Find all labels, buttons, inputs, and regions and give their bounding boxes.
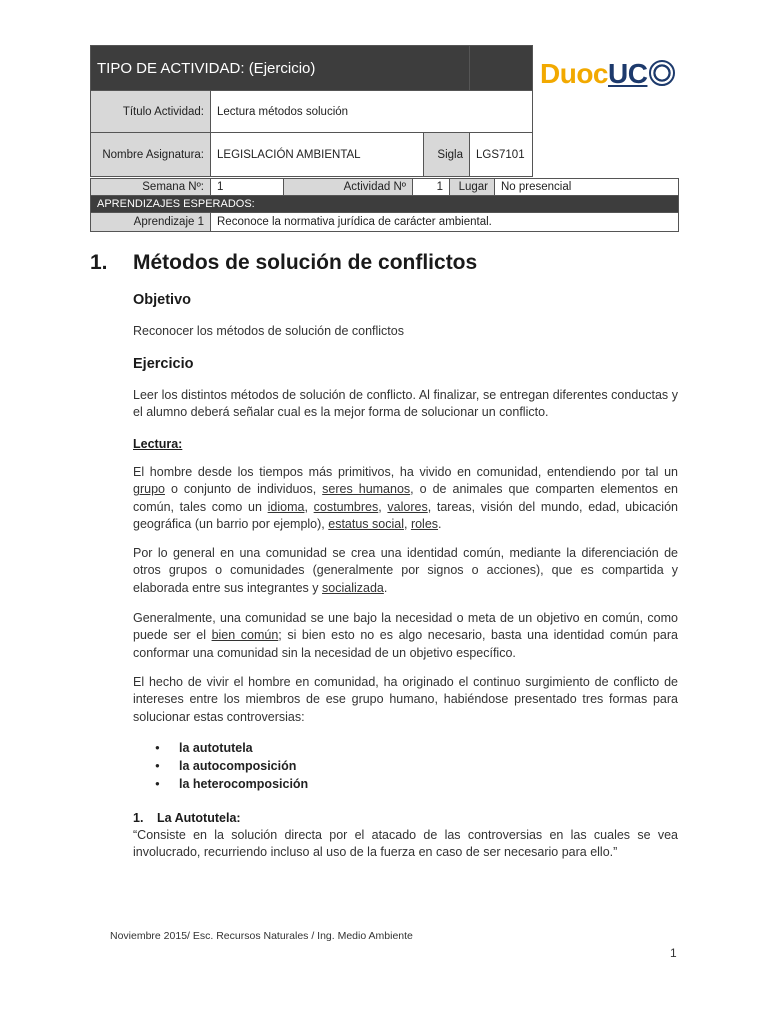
aprendizajes-header-cell: [91, 196, 679, 213]
objetivo-heading: Objetivo: [133, 292, 192, 308]
list-item: ● la autocomposición: [155, 757, 308, 775]
activity-header-table: [90, 45, 546, 177]
link-socializada[interactable]: socializada: [322, 580, 384, 595]
sigla-value-cell: [470, 133, 533, 177]
link-estatus-social[interactable]: estatus social: [328, 517, 404, 532]
link-grupo[interactable]: grupo: [133, 482, 165, 497]
methods-list: [155, 739, 308, 793]
titulo-value-cell: [211, 91, 533, 133]
link-seres-humanos[interactable]: seres humanos: [322, 482, 411, 497]
actividad-label: Actividad Nº: [343, 181, 406, 193]
activity-type-cell: [91, 46, 470, 91]
list-item: ● la autotutela: [155, 739, 308, 757]
titulo-label: Título Actividad:: [122, 105, 204, 118]
lugar-value-cell: [495, 179, 679, 196]
lectura-heading: Lectura:: [133, 437, 183, 451]
subsection-title-text: La Autotutela:: [157, 811, 241, 825]
asignatura-value: LEGISLACIÓN AMBIENTAL: [217, 148, 361, 161]
sigla-label: Sigla: [437, 148, 463, 161]
lugar-label-cell: [450, 179, 495, 196]
paragraph-3: Generalmente, una comunidad se une bajo la necesidad o meta de un objetivo en común, como puede ser el bien común; si bien esto no es algo necesario, basta una identidad común para conformar una comunidad sin la necesidad de un objetivo específico.: [133, 611, 678, 660]
titulo-label-cell: [91, 91, 211, 133]
logo-duoc: Duoc: [540, 58, 608, 89]
aprendizajes-label: APRENDIZAJES ESPERADOS:: [97, 198, 255, 210]
aprendizaje1-value-cell: [211, 213, 679, 232]
aprendizaje1-value: Reconoce la normativa jurídica de carácter ambiental.: [217, 216, 492, 228]
paragraph-4: El hecho de vivir el hombre en comunidad, ha originado el continuo surgimiento de conflicto de intereses entre los miembros de ese grupo humano, habiéndose presentado tres formas para solucionar estas controversias:: [133, 675, 678, 724]
link-idioma[interactable]: idioma: [267, 499, 305, 514]
list-item: ● la heterocomposición: [155, 775, 308, 793]
paragraph-1: El hombre desde los tiempos más primitivos, ha vivido en comunidad, entendiendo por tal un grupo o conjunto de individuos, seres humanos, o de animales que comparten elementos en común, tales como un idioma, costumbres, valores, tareas, visión del mundo, edad, ubicación geográfica (un barrio por ejemplo), estatus social, roles.: [133, 465, 679, 532]
semana-label-cell: [91, 179, 211, 196]
titulo-value: Lectura métodos solución: [217, 105, 349, 118]
objetivo-text: Reconocer los métodos de solución de conflictos: [133, 324, 404, 338]
actividad-label-cell: [284, 179, 413, 196]
page-number: 1: [670, 946, 677, 960]
aprendizaje1-label: Aprendizaje 1: [133, 216, 204, 228]
activity-details-table: [90, 178, 679, 232]
sigla-value: LGS7101: [476, 148, 525, 161]
link-costumbres[interactable]: costumbres: [313, 499, 379, 514]
semana-label: Semana Nº:: [142, 181, 204, 193]
semana-value: 1: [217, 181, 224, 193]
ejercicio-heading: Ejercicio: [133, 356, 194, 372]
section-title-text: Métodos de solución de conflictos: [133, 251, 478, 274]
link-valores[interactable]: valores: [387, 499, 428, 514]
asignatura-label: Nombre Asignatura:: [102, 148, 204, 161]
logo-uc: UC: [608, 58, 648, 89]
subsection-title: [133, 810, 241, 827]
actividad-value: 1: [436, 181, 443, 193]
seal-icon: [649, 60, 675, 86]
section-number: 1.: [90, 251, 108, 274]
aprendizaje1-label-cell: [91, 213, 211, 232]
activity-type-blank: [470, 46, 533, 91]
lugar-value: No presencial: [501, 181, 572, 193]
duoc-uc-logo: [540, 58, 675, 90]
paragraph-2: Por lo general en una comunidad se crea una identidad común, mediante la diferenciación de otros grupos o comunidades (generalmente por signos o acciones), que es compartida y elaborada entre sus integrantes y socializada.: [133, 546, 678, 595]
footer-text: Noviembre 2015/ Esc. Recursos Naturales / Ing. Medio Ambiente: [110, 930, 413, 942]
asignatura-value-cell: [211, 133, 424, 177]
autotutela-text: “Consiste en la solución directa por el atacado de las controversias en las cuales se vea involucrado, recurriendo incluso al uso de la fuerza en caso de ser necesario para ello.”: [133, 828, 678, 860]
link-bien-comun[interactable]: bien común: [211, 628, 279, 643]
sigla-label-cell: [424, 133, 470, 177]
subsection-number: 1.: [133, 811, 144, 825]
semana-value-cell: [211, 179, 284, 196]
lugar-label: Lugar: [458, 181, 488, 193]
ejercicio-text: Leer los distintos métodos de solución de conflicto. Al finalizar, se entregan diferentes conductas y el alumno deberá señalar cual es la mejor forma de solucionar un conflicto.: [133, 388, 678, 420]
actividad-value-cell: [413, 179, 450, 196]
section-title: [90, 251, 477, 275]
asignatura-label-cell: [91, 133, 211, 177]
link-roles[interactable]: roles: [410, 517, 439, 532]
activity-type: TIPO DE ACTIVIDAD: (Ejercicio): [97, 59, 316, 77]
